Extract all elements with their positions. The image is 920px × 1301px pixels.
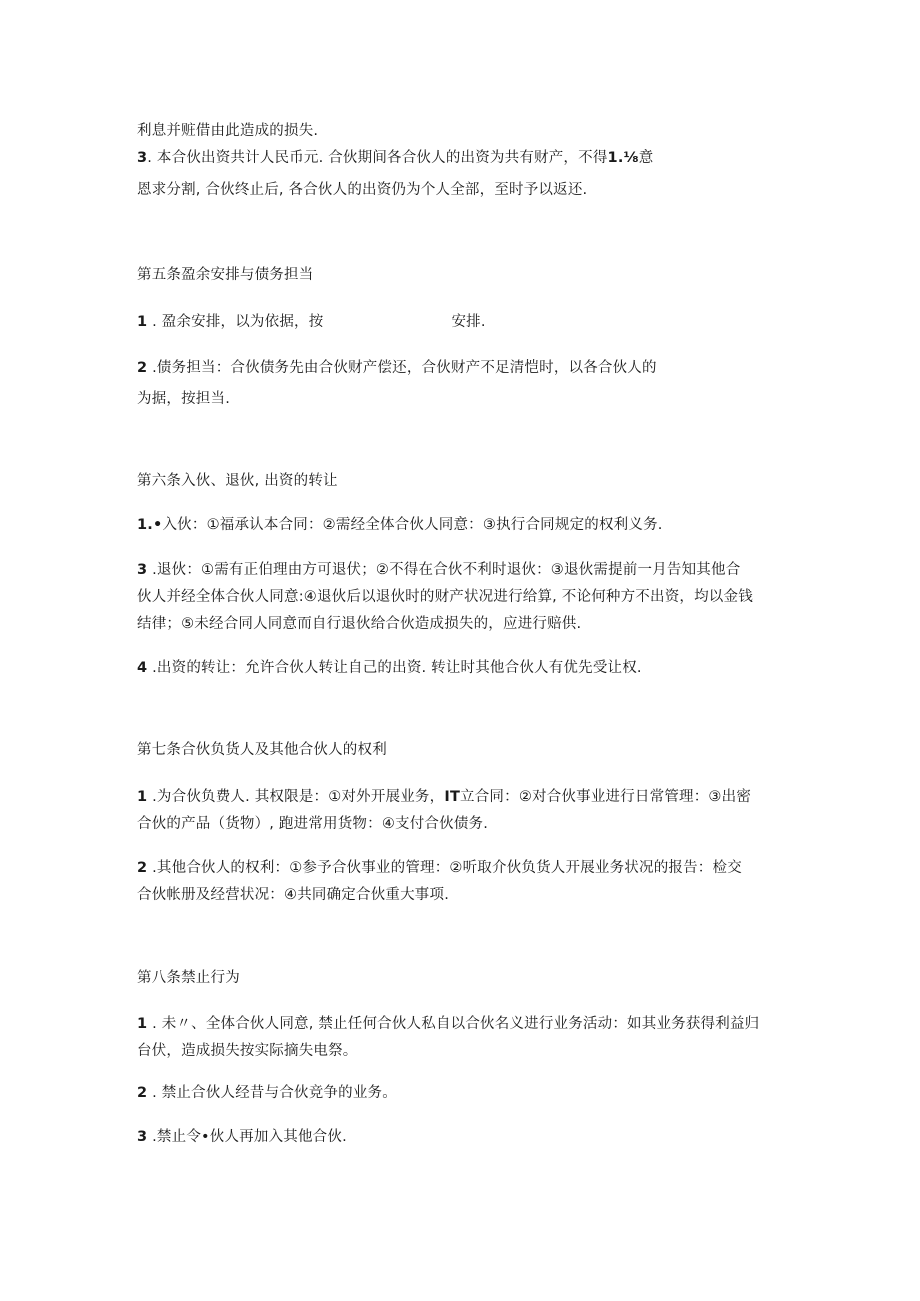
article-6-clause-4 [137, 658, 642, 678]
article-7-clause-1-end: 立合同：②对合伙事业进行日常管理：③出密 [460, 789, 752, 805]
article-8-clause-2 [137, 1083, 397, 1103]
clause-number: 2 [137, 860, 148, 876]
clause-number: 2 [137, 1085, 148, 1101]
article-8-clause-3 [137, 1127, 347, 1147]
article-7-clause-2-text: .其他合伙人的权利：①参予合伙事业的管理：②听取介伙负货人开展业务状况的报告：检交 [147, 860, 742, 876]
article-5-clause-2-cont-text: 为据，按担当. [137, 391, 231, 407]
article-8-clause-2-text: . 禁止合伙人经昔与合伙竞争的业务。 [147, 1085, 397, 1101]
article-7-clause-1-cont-text: 合伙的产品（货物）, 跑进常用货物：④支付合伙债务. [137, 816, 489, 832]
article-6-clause-3-cont-2 [137, 614, 581, 634]
clause-number: 3 [137, 1129, 148, 1145]
clause-number: 1.• [137, 517, 163, 533]
article-7-heading-text: 第七条合伙负货人及其他合伙人的权利 [137, 742, 387, 758]
clause-number: 1 [137, 1016, 148, 1032]
intro-line-3 [137, 180, 587, 200]
clause-number: 4 [137, 660, 148, 676]
article-6-clause-3-cont-2-text: 结律；⑤未经合同人同意而自行退伙给合伙造成损失的，应进行赔供. [137, 616, 582, 632]
article-7-clause-1-cont [137, 814, 488, 834]
article-8-clause-1-cont-text: 台伏，造成损失按实际摘失电祭。 [137, 1043, 358, 1059]
article-7-clause-1-bold: IT [444, 789, 461, 805]
article-6-heading [137, 471, 338, 491]
intro-clause-3 [137, 148, 653, 168]
clause-number: 3 [137, 150, 148, 166]
intro-clause-3-bold: 1.⅛ [607, 150, 639, 166]
article-5-clause-2 [137, 358, 657, 378]
article-6-clause-3-text: .退伙：①需有正伯理由方可退伏；②不得在合伙不利时退伙：③退伙需提前一月告知其他合 [147, 562, 741, 578]
article-6-clause-3-cont-1-text: 伙人并经全体合伙人同意:④退伙后以退伙时的财产状况进行给算, 不论何种方不出资，均以金钱 [137, 589, 753, 605]
article-5-clause-1-text: . 盈余安排，以为依据，按 [147, 314, 324, 330]
article-5-heading-text: 第五条盈余安排与债务担当 [137, 267, 314, 283]
article-5-heading [137, 265, 313, 285]
article-8-clause-1-text: . 未〃、全体合伙人同意, 禁止任何合伙人私自以合伙名义进行业务活动：如其业务获得利益归 [147, 1016, 760, 1032]
intro-clause-3-end: 意 [638, 150, 654, 166]
intro-line-1-text: 利息并赃借由此造成的损失. [137, 123, 319, 139]
intro-line-3-text: 恩求分割, 合伙终止后, 各合伙人的出资仍为个人全部，至时予以返还. [137, 182, 588, 198]
article-7-clause-1-text: .为合伙负费人. 其权限是：①对外开展业务， [147, 789, 445, 805]
article-6-clause-3 [137, 560, 740, 580]
article-8-heading-text: 第八条禁止行为 [137, 970, 240, 986]
article-8-clause-3-text: .禁止令•伙人再加入其他合伙. [147, 1129, 347, 1145]
intro-clause-3-text: . 本合伙出资共计人民币元. 合伙期间各合伙人的出资为共有财产，不得 [147, 150, 608, 166]
article-7-heading [137, 740, 387, 760]
article-8-heading [137, 968, 240, 988]
article-6-heading-text: 第六条入伙、退伙, 出资的转让 [137, 473, 338, 489]
article-5-clause-2-cont [137, 389, 230, 409]
clause-number: 1 [137, 314, 148, 330]
article-7-clause-2-cont [137, 885, 449, 905]
article-5-clause-1-end: 安排. [451, 314, 486, 330]
article-8-clause-1-cont [137, 1041, 358, 1061]
article-7-clause-2 [137, 858, 742, 878]
clause-number: 3 [137, 562, 148, 578]
article-6-clause-1 [137, 515, 663, 535]
article-8-clause-1 [137, 1014, 759, 1034]
article-5-clause-1 [137, 312, 486, 332]
intro-line-1 [137, 121, 318, 141]
clause-number: 2 [137, 360, 148, 376]
article-6-clause-1-text: 入伙：①福承认本合同：②需经全体合伙人同意：③执行合同规定的权利义务. [162, 517, 663, 533]
article-6-clause-4-text: .出资的转让：允许合伙人转让自己的出资. 转让时其他合伙人有优先受让权. [147, 660, 642, 676]
clause-number: 1 [137, 789, 148, 805]
article-5-clause-2-text: .债务担当：合伙债务先由合伙财产偿还，合伙财产不足清恺时，以各合伙人的 [147, 360, 657, 376]
article-7-clause-2-cont-text: 合伙帐册及经营状况：④共同确定合伙重大事项. [137, 887, 450, 903]
article-6-clause-3-cont-1 [137, 587, 753, 607]
article-7-clause-1 [137, 787, 751, 807]
